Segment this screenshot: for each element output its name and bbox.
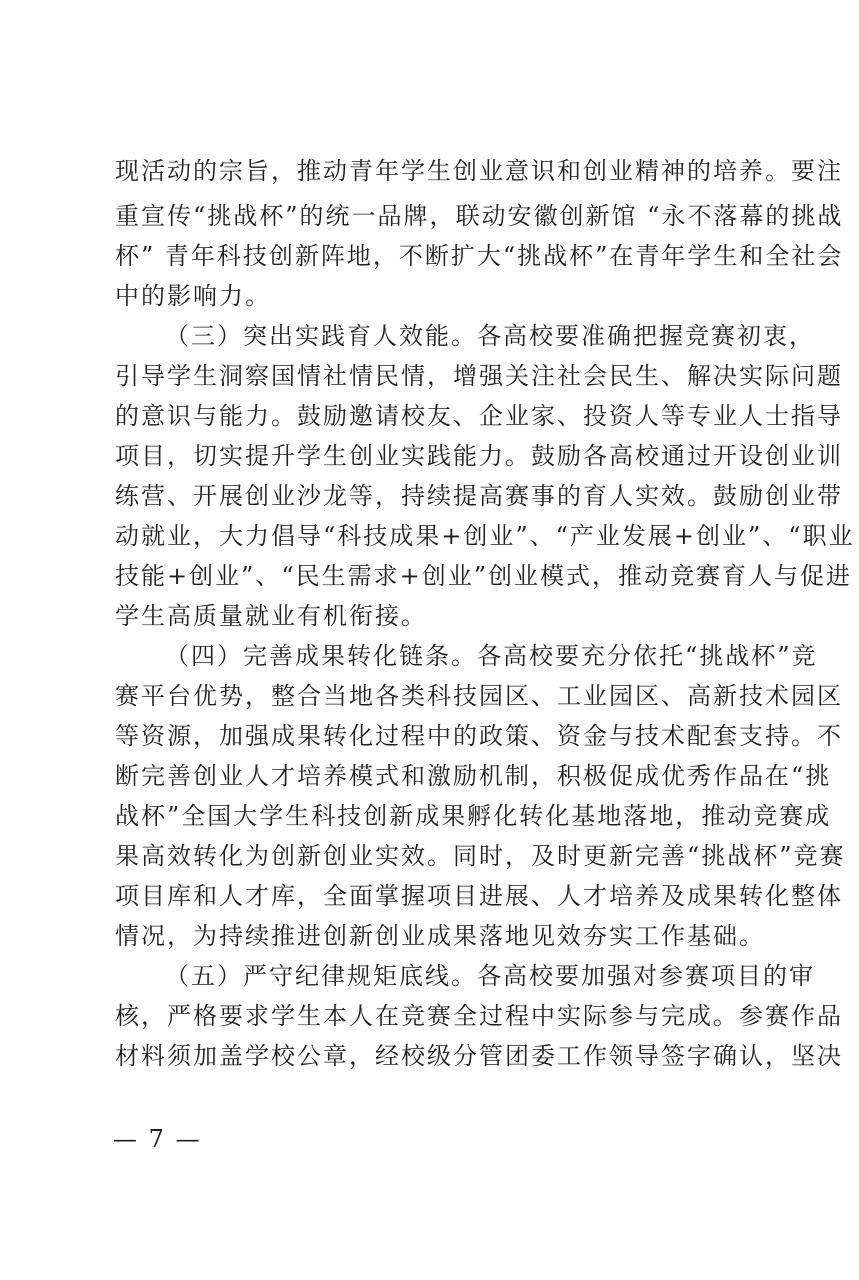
text-line: 情况，为持续推进创新创业成果落地见效夯实工作基础。 — [115, 922, 765, 950]
text-line: 练营、开展创业沙龙等，持续提高赛事的育人实效。鼓励创业带 — [115, 482, 843, 510]
text-line: 战杯”全国大学生科技创新成果孵化转化基地落地，推动竞赛成 — [115, 802, 832, 830]
text-line: 项目库和人才库，全面掌握项目进展、人才培养及成果转化整体 — [115, 882, 843, 910]
page-number: — 7 — — [113, 1125, 202, 1153]
text-line: 重宣传“挑战杯”的统一品牌，联动安徽创新馆 “永不落幕的挑战 — [115, 202, 844, 230]
text-line: 断完善创业人才培养模式和激励机制，积极促成优秀作品在“挑 — [115, 762, 832, 790]
text-line: 材料须加盖学校公章，经校级分管团委工作领导签字确认，坚决 — [115, 1042, 843, 1070]
text-line: 果高效转化为创新创业实效。同时，及时更新完善“挑战杯”竞赛 — [115, 842, 846, 870]
text-line: 等资源，加强成果转化过程中的政策、资金与技术配套支持。不 — [115, 722, 843, 750]
text-line: 动就业，大力倡导“科技成果+创业”、“产业发展+创业”、“职业 — [115, 522, 855, 550]
section-heading-line: （四）完善成果转化链条。各高校要充分依托“挑战杯”竞 — [165, 642, 818, 670]
text-line: 赛平台优势，整合当地各类科技园区、工业园区、高新技术园区 — [115, 682, 843, 710]
text-line: 项目，切实提升学生创业实践能力。鼓励各高校通过开设创业训 — [115, 442, 843, 470]
section-heading-line: （五）严守纪律规矩底线。各高校要加强对参赛项目的审 — [165, 962, 815, 990]
text-line: 核，严格要求学生本人在竞赛全过程中实际参与完成。参赛作品 — [115, 1002, 843, 1030]
text-line: 技能+创业”、“民生需求+创业”创业模式，推动竞赛育人与促进 — [115, 562, 853, 590]
text-line: 现活动的宗旨，推动青年学生创业意识和创业精神的培养。要注 — [115, 157, 843, 185]
text-line: 引导学生洞察国情社情民情，增强关注社会民生、解决实际问题 — [115, 362, 843, 390]
section-heading-line: （三）突出实践育人效能。各高校要准确把握竞赛初衷， — [165, 322, 815, 350]
text-line: 的意识与能力。鼓励邀请校友、企业家、投资人等专业人士指导 — [115, 402, 843, 430]
text-line: 杯” 青年科技创新阵地，不断扩大“挑战杯”在青年学生和全社会 — [115, 242, 844, 270]
text-line: 学生高质量就业有机衔接。 — [115, 602, 427, 630]
text-line: 中的影响力。 — [115, 282, 271, 310]
